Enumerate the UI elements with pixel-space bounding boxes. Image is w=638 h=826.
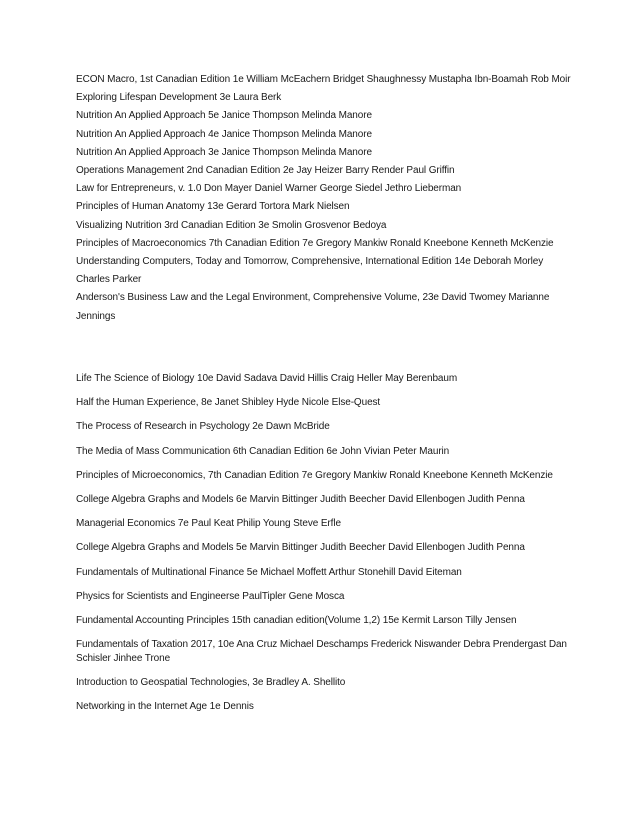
list-item: Principles of Human Anatomy 13e Gerard Tortora Mark Nielsen bbox=[76, 201, 350, 213]
list-item: Understanding Computers, Today and Tomorrow, Comprehensive, International Edition 14e Deborah Morley Charles Parker bbox=[76, 256, 544, 286]
book-list-group-b bbox=[76, 372, 576, 725]
list-item: Managerial Economics 7e Paul Keat Philip Young Steve Erfle bbox=[76, 518, 341, 530]
list-item: Principles of Macroeconomics 7th Canadian Edition 7e Gregory Mankiw Ronald Kneebone Kenneth McKenzie bbox=[76, 237, 554, 249]
list-item: Fundamentals of Multinational Finance 5e Michael Moffett Arthur Stonehill David Eiteman bbox=[76, 566, 462, 578]
list-item: Fundamental Accounting Principles 15th canadian edition(Volume 1,2) 15e Kermit Larson Tilly Jensen bbox=[76, 614, 517, 626]
list-item: Fundamentals of Taxation 2017, 10e Ana Cruz Michael Deschamps Frederick Niswander Debra Prendergast Dan Schisler Jinhee Trone bbox=[76, 639, 567, 665]
book-list-group-a bbox=[76, 71, 576, 326]
list-item: Physics for Scientists and Engineerse PaulTipler Gene Mosca bbox=[76, 590, 345, 602]
list-item: Law for Entrepreneurs, v. 1.0 Don Mayer Daniel Warner George Siedel Jethro Lieberman bbox=[76, 183, 462, 195]
list-item: Half the Human Experience, 8e Janet Shibley Hyde Nicole Else-Quest bbox=[76, 397, 381, 409]
list-item: Principles of Microeconomics, 7th Canadian Edition 7e Gregory Mankiw Ronald Kneebone Kenneth McKenzie bbox=[76, 469, 553, 481]
list-item: Operations Management 2nd Canadian Edition 2e Jay Heizer Barry Render Paul Griffin bbox=[76, 165, 455, 177]
list-item: College Algebra Graphs and Models 5e Marvin Bittinger Judith Beecher David Ellenbogen Judith Penna bbox=[76, 542, 525, 554]
list-item: The Process of Research in Psychology 2e Dawn McBride bbox=[76, 421, 330, 433]
list-item: Nutrition An Applied Approach 4e Janice Thompson Melinda Manore bbox=[76, 128, 372, 140]
list-item: Nutrition An Applied Approach 3e Janice Thompson Melinda Manore bbox=[76, 146, 372, 158]
list-item: Life The Science of Biology 10e David Sadava David Hillis Craig Heller May Berenbaum bbox=[76, 373, 458, 384]
list-item: Anderson's Business Law and the Legal Environment, Comprehensive Volume, 23e David Twomey Marianne Jennings bbox=[76, 292, 550, 322]
list-item: Introduction to Geospatial Technologies, 3e Bradley A. Shellito bbox=[76, 677, 346, 689]
list-item: Networking in the Internet Age 1e Dennis bbox=[76, 701, 254, 713]
list-item: Exploring Lifespan Development 3e Laura Berk bbox=[76, 92, 282, 104]
list-item: ECON Macro, 1st Canadian Edition 1e William McEachern Bridget Shaughnessy Mustapha Ibn-Boamah Rob Moir bbox=[76, 74, 571, 85]
list-item: College Algebra Graphs and Models 6e Marvin Bittinger Judith Beecher David Ellenbogen Judith Penna bbox=[76, 493, 525, 505]
list-item: Nutrition An Applied Approach 5e Janice Thompson Melinda Manore bbox=[76, 110, 372, 122]
list-item: The Media of Mass Communication 6th Canadian Edition 6e John Vivian Peter Maurin bbox=[76, 445, 450, 457]
list-item: Visualizing Nutrition 3rd Canadian Edition 3e Smolin Grosvenor Bedoya bbox=[76, 219, 387, 231]
